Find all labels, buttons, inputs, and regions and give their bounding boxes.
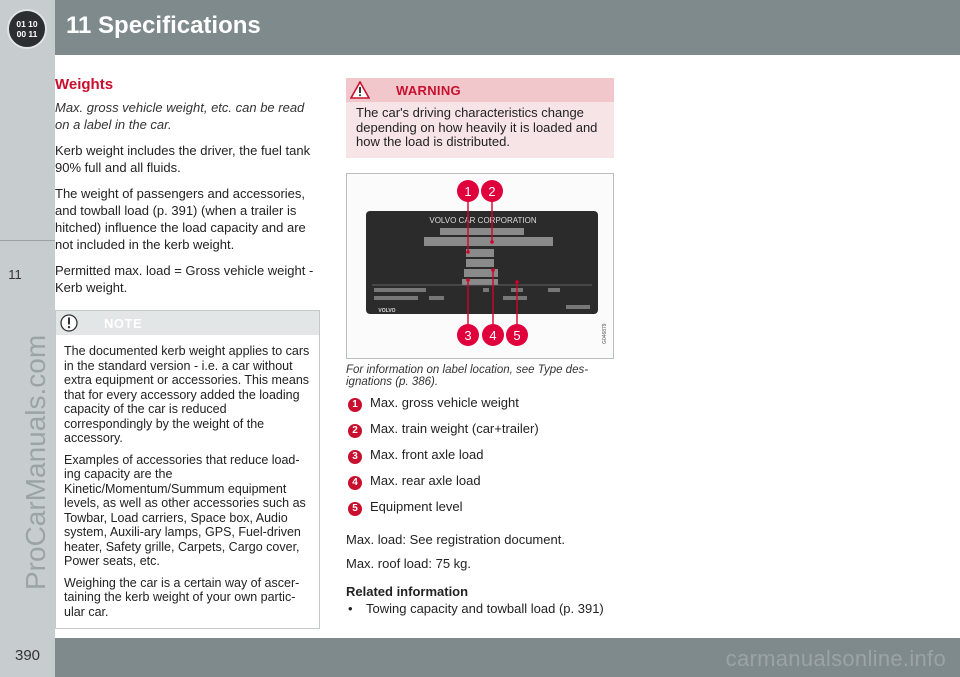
list-item	[346, 446, 614, 472]
warning-box	[346, 78, 614, 158]
weight-label-figure	[346, 173, 614, 359]
figure-code: G046879	[602, 322, 608, 344]
weights-paragraph: Permitted max. load = Gross vehicle weight - Kerb weight.	[55, 263, 314, 295]
number-badge: 3	[348, 450, 362, 464]
related-link[interactable]	[346, 601, 614, 616]
callout-5	[506, 324, 528, 346]
note-paragraph: The documented kerb weight applies to cars in the standard version - i.e. a car without extra equipment or accessories. This means that for every accessory added the loading capacity of the car is reduced correspondingly by the weight of the accessory.	[64, 344, 310, 445]
plate-title: VOLVO CAR CORPORATION	[429, 215, 537, 225]
max-load-text: Max. load: See registration document.	[346, 531, 565, 547]
warning-triangle-icon	[350, 81, 370, 99]
plate-brand: VOLVO	[378, 307, 396, 314]
list-item	[346, 498, 614, 524]
list-item-text: Max. gross vehicle weight	[370, 394, 519, 410]
weights-heading: Weights	[55, 76, 114, 93]
chapter-binary-icon	[6, 8, 48, 50]
legend-list	[346, 394, 614, 524]
footer-watermark: carmanualsonline.info	[725, 646, 946, 671]
warning-label: WARNING	[396, 83, 461, 98]
callout-3	[457, 324, 479, 346]
related-link-text[interactable]: Towing capacity and towball load (p. 391)	[366, 600, 604, 616]
rail-divider	[0, 240, 55, 241]
note-paragraph: Examples of accessories that reduce load-ing capacity are the Kinetic/Momentum/Summum equipment levels, as well as other accessories such as Towbar, Load carriers, Space box, Audio system, Auxili-ary lamps, GPS, Fuel-driven heater, Safety grille, Carpets, Cargo cover, Power seats, etc.	[64, 452, 306, 568]
number-badge: 2	[348, 424, 362, 438]
callout-2	[481, 180, 503, 202]
right-column	[346, 78, 614, 616]
note-box	[55, 310, 320, 629]
svg-text:5: 5	[513, 327, 521, 343]
page-number: 390	[14, 647, 41, 664]
figure-caption: For information on label location, see Type des-ignations (p. 386).	[346, 363, 589, 388]
list-item-text: Max. train weight (car+trailer)	[370, 420, 539, 436]
left-column	[55, 76, 320, 629]
list-item-text: Equipment level	[370, 498, 463, 514]
svg-text:4: 4	[489, 327, 497, 343]
list-item	[346, 394, 614, 420]
number-badge: 1	[348, 398, 362, 412]
number-badge: 5	[348, 502, 362, 516]
note-paragraph: Weighing the car is a certain way of ascer-taining the kerb weight of your own partic-ular car.	[64, 575, 300, 619]
weight-label-illustration	[347, 174, 613, 358]
svg-text:2: 2	[488, 183, 496, 199]
number-badge: 4	[348, 476, 362, 490]
callout-4	[482, 324, 504, 346]
roof-load-text: Max. roof load: 75 kg.	[346, 555, 472, 571]
callout-1	[457, 180, 479, 202]
svg-text:1: 1	[464, 183, 472, 199]
list-item-text: Max. rear axle load	[370, 472, 481, 488]
note-label: NOTE	[104, 316, 143, 331]
info-icon	[60, 314, 78, 332]
chapter-number: 11	[8, 267, 22, 282]
list-item-text: Max. front axle load	[370, 446, 484, 462]
related-heading: Related information	[346, 583, 469, 599]
warning-header	[346, 78, 614, 102]
list-item	[346, 472, 614, 498]
svg-text:3: 3	[464, 327, 472, 343]
chapter-icon-line-2: 00 11	[16, 29, 38, 39]
weights-paragraph: The weight of passengers and accessories, and towball load (p. 391) (when a trailer is hitched) influence the load capacity and are not included in the kerb weight.	[55, 186, 306, 252]
chapter-icon-line-1: 01 10	[16, 19, 38, 29]
weights-subheading: Max. gross vehicle weight, etc. can be read on a label in the car.	[55, 100, 305, 132]
side-watermark: ProCarManuals.com	[20, 334, 51, 590]
list-item	[346, 420, 614, 446]
bullet-icon: •	[348, 600, 353, 616]
note-body	[56, 335, 319, 628]
page-title: 11 Specifications	[66, 12, 261, 39]
weights-paragraph: Kerb weight includes the driver, the fuel tank 90% full and all fluids.	[55, 143, 311, 175]
note-header	[56, 311, 319, 335]
warning-text: The car's driving characteristics change depending on how heavily it is loaded and how the load is distributed.	[356, 105, 598, 149]
